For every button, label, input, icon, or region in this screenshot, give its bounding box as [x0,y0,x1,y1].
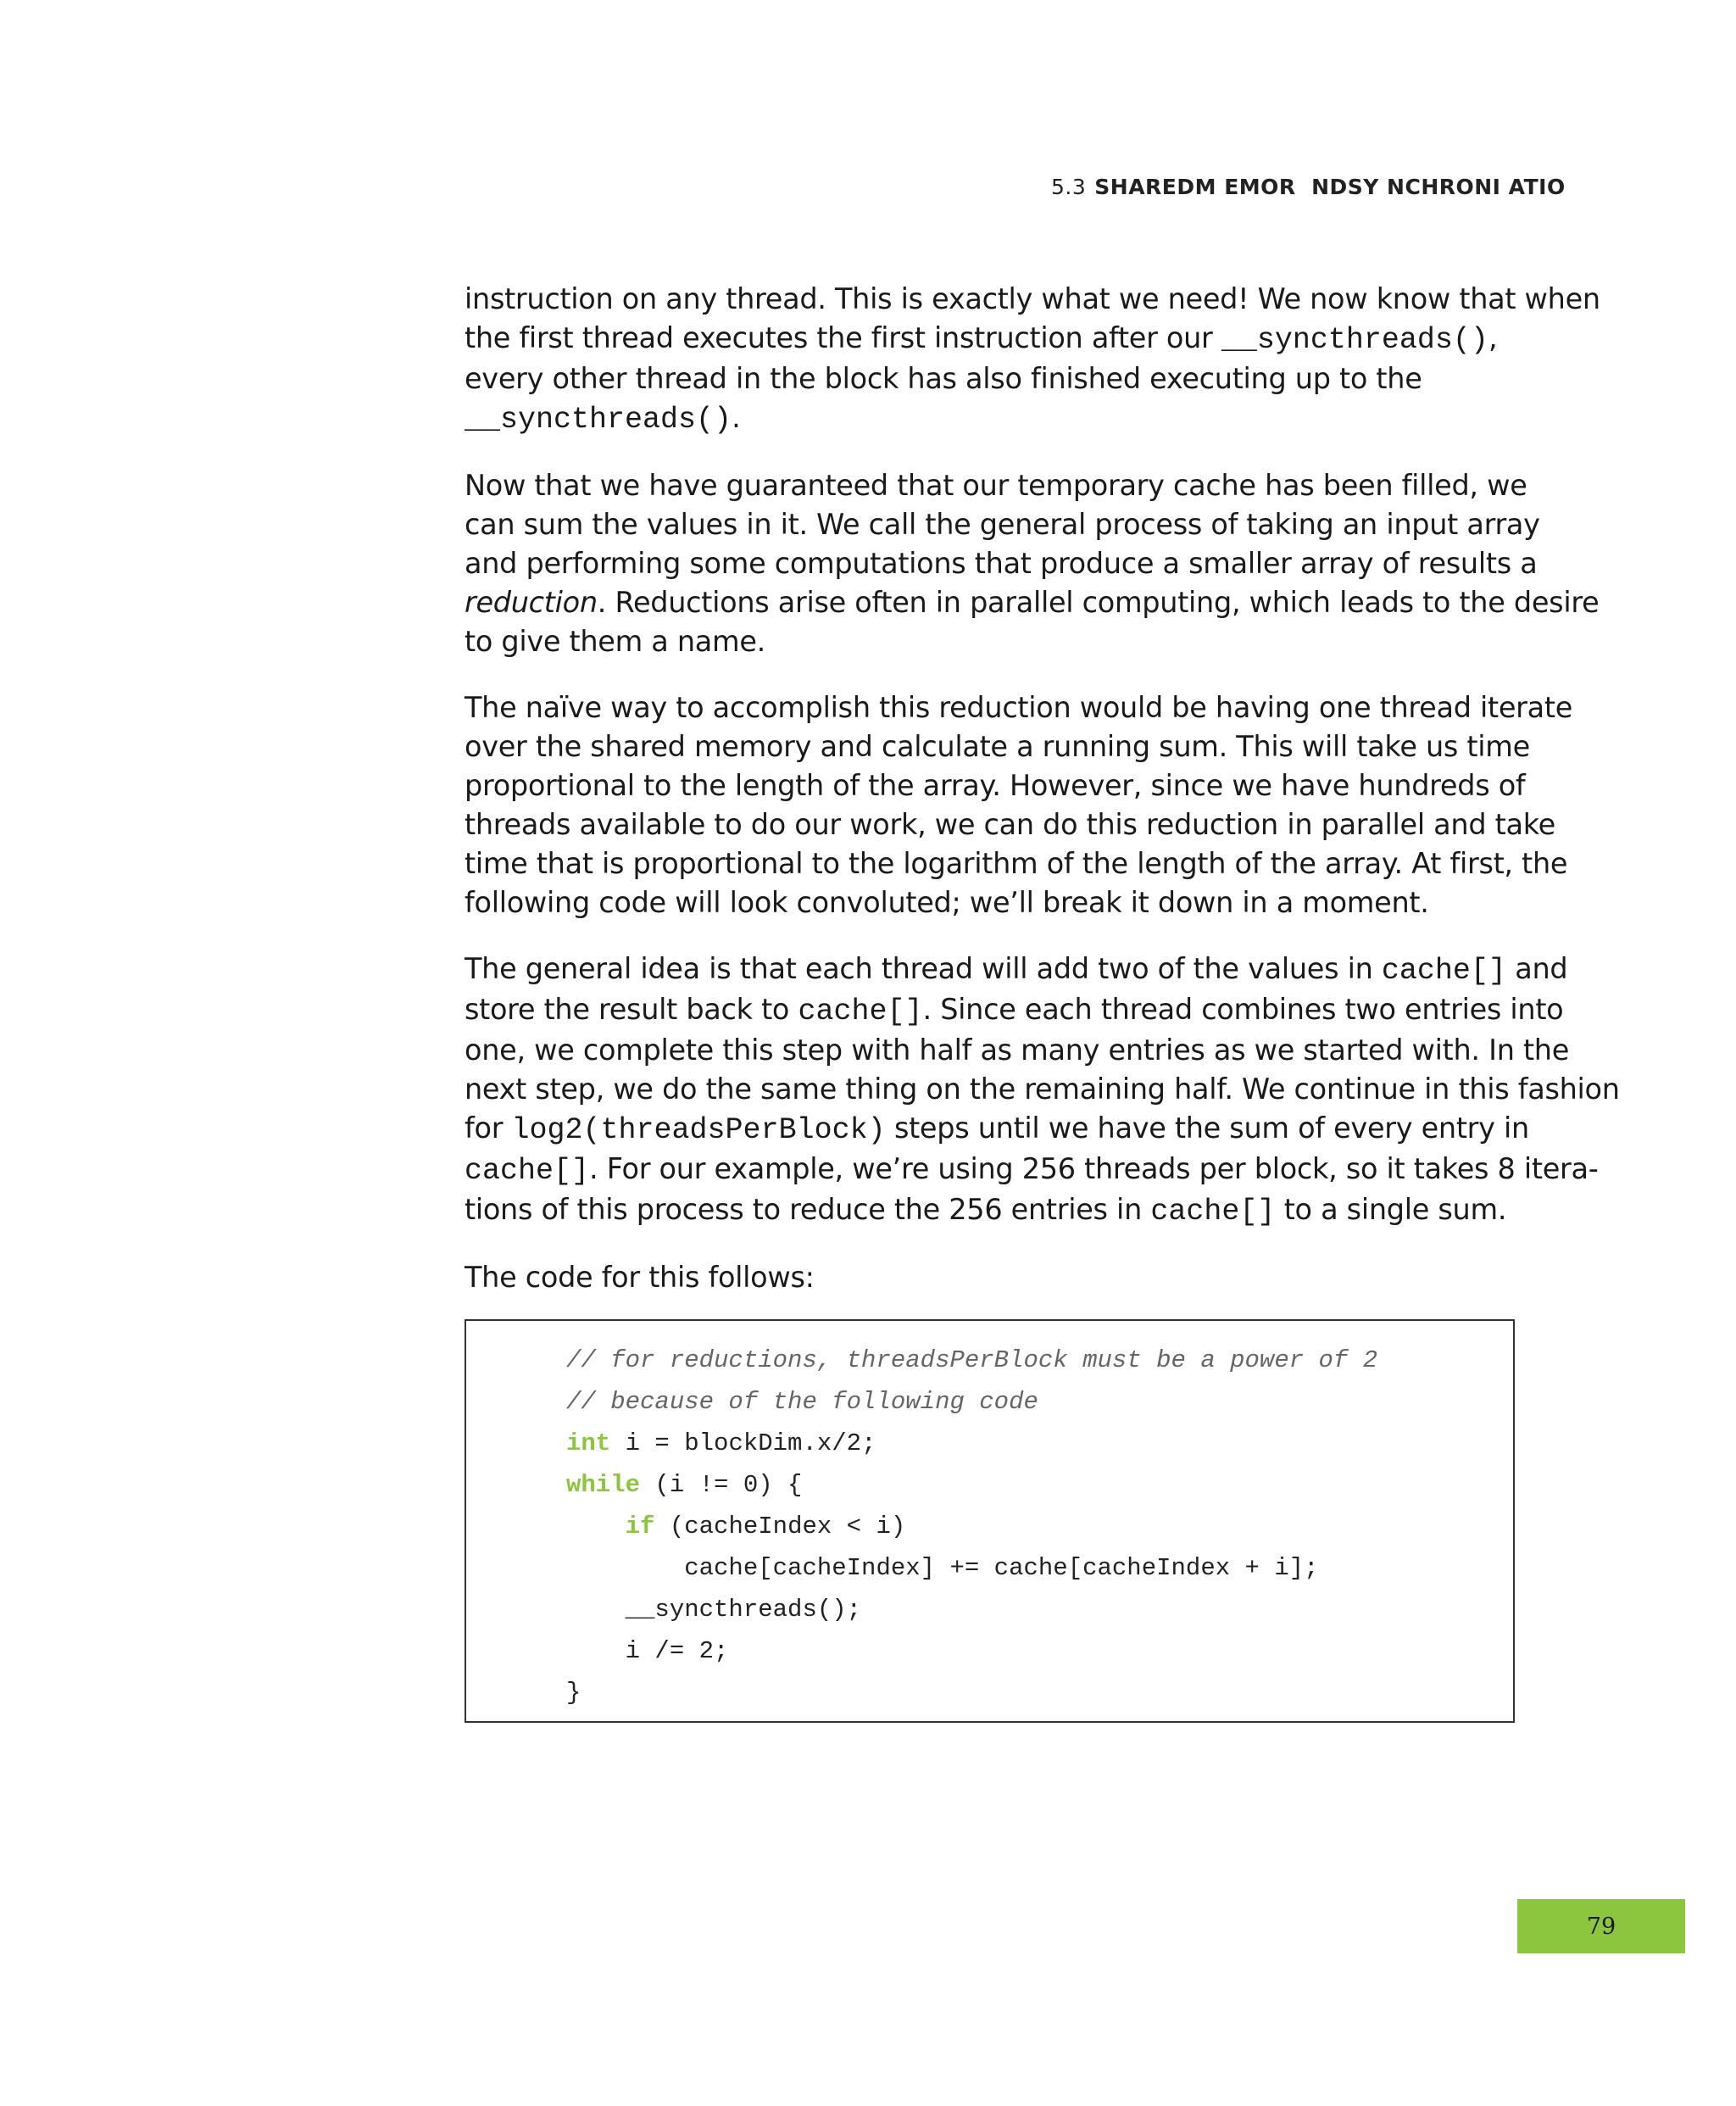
text-line [465,280,1600,319]
text-line [465,622,1516,661]
text-run: threads available to do our work, we can do this reduction in parallel and take [465,808,1555,841]
text-line [465,466,1527,505]
text-line [465,950,1568,990]
inline-code: cache[] [1150,1195,1276,1228]
text-run: steps until we have the sum of every entry in [885,1112,1529,1145]
code-line [566,1464,1377,1506]
code-text: cache[cacheIndex] += cache[cacheIndex + i]; [566,1554,1319,1582]
code-keyword: if [625,1513,655,1540]
code-line [566,1547,1377,1589]
text-line [465,505,1540,544]
inline-code: log2(threadsPerBlock) [511,1113,886,1147]
text-run: for [465,1112,512,1145]
text-run: . Reductions arise often in parallel computing, which leads to the desire [597,586,1600,619]
code-line [566,1423,1377,1464]
inline-code: __syncthreads() [1221,323,1488,357]
text-run: next step, we do the same thing on the remaining half. We continue in this fashion [465,1072,1620,1106]
paragraph [465,688,1573,922]
code-keyword: while [566,1471,641,1499]
body-text [465,280,1620,1324]
text-line [465,359,1516,398]
text-line [465,727,1530,766]
code-text [566,1513,626,1540]
text-line [465,1031,1570,1070]
text-run: . [732,401,741,434]
running-head [1051,175,1566,199]
text-run: time that is proportional to the logarithm of the length of the array. At first, the [465,847,1568,880]
text-run: one, we complete this step with half as many entries as we started with. In the [465,1034,1570,1067]
text-run: . Since each thread combines two entries into [922,993,1564,1026]
text-run: instruction on any thread. This is exactly what we need! We now know that when [465,282,1600,315]
text-run: The naïve way to accomplish this reduction would be having one thread iterate [465,691,1573,724]
code-line [566,1506,1377,1547]
code-comment: // for reductions, threadsPerBlock must be a power of 2 [566,1346,1378,1374]
code-line [566,1630,1377,1672]
text-run: every other thread in the block has also finished executing up to the [465,362,1422,395]
text-line [465,688,1573,727]
code-line [566,1672,1377,1713]
text-line [465,844,1568,883]
code-text: __syncthreads(); [566,1596,862,1624]
text-run: and [1505,952,1568,985]
text-line [465,1258,1516,1297]
code-line [566,1381,1377,1423]
text-line [465,766,1526,805]
section-number: 5.3 [1051,175,1087,199]
text-run: the first thread executes the first instruction after our [465,321,1221,354]
text-run: The general idea is that each thread will add two of the values in [465,952,1382,985]
paragraph [465,950,1620,1231]
text-run: can sum the values in it. We call the general process of taking an input array [465,508,1540,541]
page-number-tab [1517,1899,1685,1953]
text-run: , [1488,321,1498,354]
paragraph [465,1258,1516,1297]
code-line [566,1589,1377,1630]
text-line [465,1109,1529,1150]
inline-code: __syncthreads() [465,403,732,437]
text-run: proportional to the length of the array. However, since we have hundreds of [465,769,1526,802]
inline-code: cache[] [1381,954,1506,988]
text-line [465,583,1600,622]
text-line [465,990,1564,1031]
code-text: i = blockDim.x/2; [610,1429,876,1457]
inline-code: cache[] [798,994,923,1028]
text-run: and performing some computations that produce a smaller array of results a [465,547,1538,580]
text-run: over the shared memory and calculate a running sum. This will take us time [465,730,1530,763]
text-run: to give them a name. [465,625,766,658]
text-line [465,1150,1599,1190]
text-run: to a single sum. [1275,1193,1507,1226]
code-text: } [566,1679,581,1707]
text-line [465,1190,1516,1231]
code-keyword: int [566,1429,611,1457]
paragraph [465,466,1600,661]
text-run: following code will look convoluted; we’ll break it down in a moment. [465,886,1429,919]
text-line [465,883,1516,922]
text-line [465,1070,1620,1109]
section-title: SHAREDM EMOR NDSY NCHRONI ATIO [1094,175,1566,199]
text-line [465,398,1516,439]
code-text: (i != 0) { [640,1471,803,1499]
code-comment: // because of the following code [566,1388,1038,1416]
code-text: i /= 2; [566,1637,729,1665]
code-line [566,1340,1377,1381]
code-text: (cacheIndex < i) [654,1513,906,1540]
code-listing [566,1340,1377,1713]
text-line [465,544,1538,583]
text-run: . For our example, we’re using 256 threads per block, so it takes 8 itera- [589,1152,1599,1185]
text-line [465,319,1516,359]
text-line [465,805,1555,844]
page-number: 79 [1586,1913,1616,1940]
code-listing-box [465,1319,1515,1723]
text-run: Now that we have guaranteed that our temporary cache has been filled, we [465,469,1527,502]
text-run: store the result back to [465,993,798,1026]
paragraph [465,280,1600,439]
inline-code: cache[] [465,1154,590,1188]
text-run: tions of this process to reduce the 256 entries in [465,1193,1151,1226]
emphasis-term: reduction [465,586,598,619]
text-run: The code for this follows: [465,1261,815,1294]
